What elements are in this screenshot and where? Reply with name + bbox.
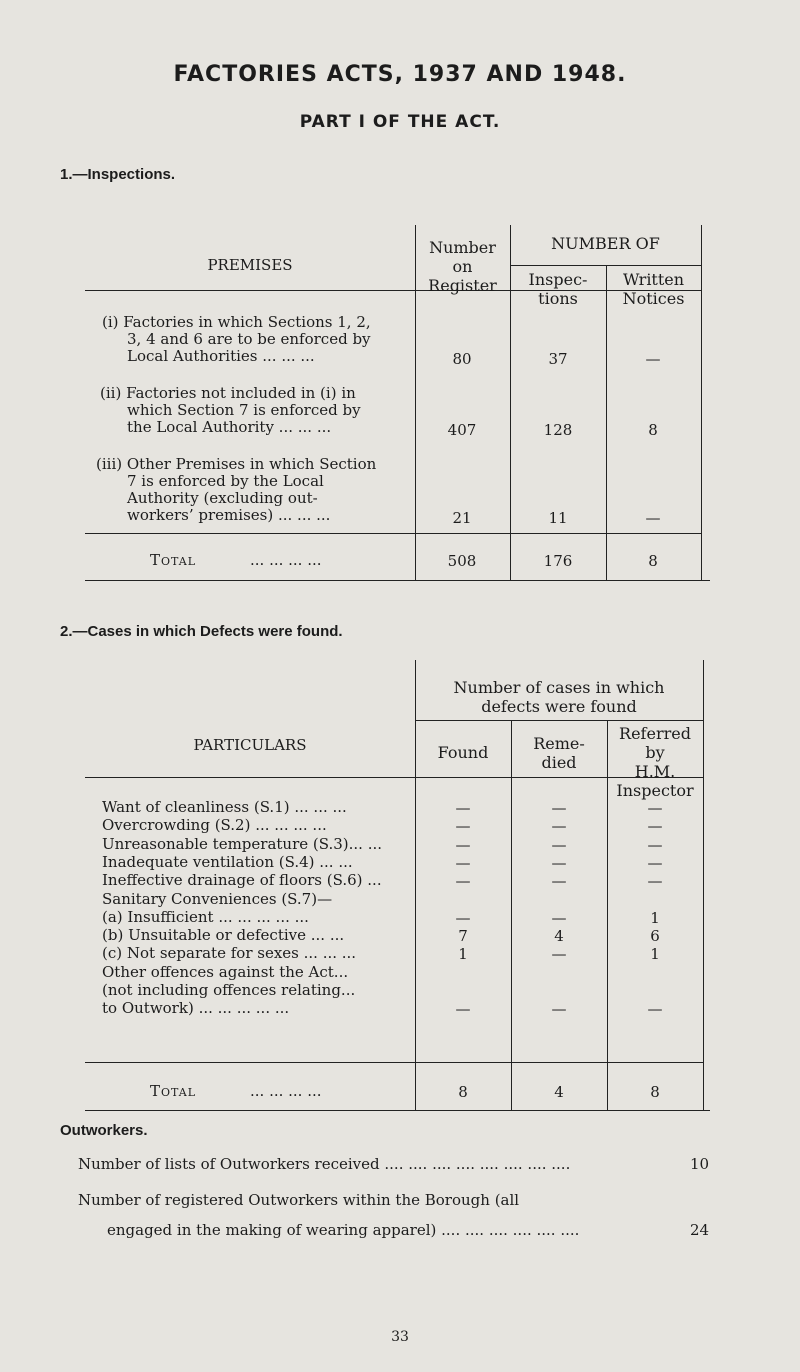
defect-row-remedied: — xyxy=(551,1000,567,1018)
defect-row-label: Overcrowding (S.2) ... ... ... ... xyxy=(102,816,327,834)
defect-row-found: 7 xyxy=(458,927,468,945)
defect-row-label: to Outwork) ... ... ... ... ... xyxy=(102,999,290,1017)
outworker-registered-value: 24 xyxy=(690,1221,710,1239)
row-i-notices: — xyxy=(645,350,661,368)
defect-row-referred: — xyxy=(647,854,663,872)
defect-row-referred: 1 xyxy=(650,909,660,927)
section2-heading: 2.—Cases in which Defects were found. xyxy=(60,623,343,640)
defect-row-found: — xyxy=(455,817,471,835)
total-notices: 8 xyxy=(648,552,658,570)
total2-found: 8 xyxy=(458,1083,468,1101)
defect-row-referred: — xyxy=(647,1000,663,1018)
defect-row-referred: 6 xyxy=(650,927,660,945)
particulars-header: PARTICULARS xyxy=(193,736,307,754)
number-cases-header: Number of cases in which defects were found xyxy=(453,678,665,716)
outworkers-heading: Outworkers. xyxy=(60,1122,148,1139)
defect-row-label: Ineffective drainage of floors (S.6) ... xyxy=(102,871,382,889)
row-i-line3: Local Authorities ... ... ... xyxy=(127,347,315,365)
row-iii-register: 21 xyxy=(452,509,472,527)
defect-row-found: — xyxy=(455,836,471,854)
total-label: Total xyxy=(150,551,197,569)
defect-row-referred: — xyxy=(647,836,663,854)
defect-row-remedied: — xyxy=(551,854,567,872)
defect-row-remedied: — xyxy=(551,817,567,835)
defect-row-remedied: — xyxy=(551,799,567,817)
defect-row-referred: — xyxy=(647,872,663,890)
inspections-header: Inspec- tions xyxy=(528,270,588,308)
register-header: Number on Register xyxy=(428,238,497,295)
row-iii-line3: Authority (excluding out- xyxy=(127,489,318,507)
outworker-lists-label: Number of lists of Outworkers received .... .... .... .... .... .... .... .... xyxy=(78,1155,571,1173)
defect-row-found: — xyxy=(455,872,471,890)
row-ii-line1: (ii) Factories not included in (i) in xyxy=(100,384,356,402)
found-header: Found xyxy=(437,743,489,762)
row-i-inspections: 37 xyxy=(548,350,568,368)
defect-row-label: Sanitary Conveniences (S.7)— xyxy=(102,890,333,908)
defect-row-label: Inadequate ventilation (S.4) ... ... xyxy=(102,853,353,871)
defect-row-remedied: — xyxy=(551,909,567,927)
row-iii-line4: workers’ premises) ... ... ... xyxy=(127,506,331,524)
row-iii-inspections: 11 xyxy=(548,509,568,527)
document-title: FACTORIES ACTS, 1937 AND 1948. xyxy=(173,62,627,87)
total-dots: ... ... ... ... xyxy=(250,551,322,569)
total2-remedied: 4 xyxy=(554,1083,564,1101)
defect-row-found: — xyxy=(455,1000,471,1018)
defect-row-found: — xyxy=(455,799,471,817)
row-ii-inspections: 128 xyxy=(543,421,573,439)
total-register: 508 xyxy=(447,552,477,570)
defect-row-remedied: 4 xyxy=(554,927,564,945)
row-i-line1: (i) Factories in which Sections 1, 2, xyxy=(102,313,371,331)
row-i-register: 80 xyxy=(452,350,472,368)
defect-row-label: Unreasonable temperature (S.3)... ... xyxy=(102,835,383,853)
defect-row-remedied: — xyxy=(551,872,567,890)
premises-header: PREMISES xyxy=(207,256,293,274)
row-iii-notices: — xyxy=(645,509,661,527)
defect-row-label: (c) Not separate for sexes ... ... ... xyxy=(102,944,357,962)
defect-row-label: (b) Unsuitable or defective ... ... xyxy=(102,926,345,944)
defect-row-found: — xyxy=(455,854,471,872)
row-ii-line3: the Local Authority ... ... ... xyxy=(127,418,332,436)
defect-row-referred: — xyxy=(647,799,663,817)
total2-dots: ... ... ... ... xyxy=(250,1082,322,1100)
row-ii-line2: which Section 7 is enforced by xyxy=(127,401,361,419)
row-ii-register: 407 xyxy=(447,421,477,439)
outworker-registered-label-2: engaged in the making of wearing apparel) .... .... .... .... .... .... xyxy=(107,1221,580,1239)
defect-row-label: Want of cleanliness (S.1) ... ... ... xyxy=(102,798,347,816)
defect-row-label: (a) Insufficient ... ... ... ... ... xyxy=(102,908,309,926)
row-iii-line1: (iii) Other Premises in which Section xyxy=(96,455,377,473)
defect-row-found: — xyxy=(455,909,471,927)
defect-row-label: (not including offences relating... xyxy=(102,981,356,999)
defect-row-referred: — xyxy=(647,817,663,835)
total-inspections: 176 xyxy=(543,552,573,570)
defect-row-label: Other offences against the Act... xyxy=(102,963,349,981)
notices-header: Written Notices xyxy=(622,270,685,308)
page-number: 33 xyxy=(391,1329,409,1345)
row-i-line2: 3, 4 and 6 are to be enforced by xyxy=(127,330,371,348)
outworker-registered-label-1: Number of registered Outworkers within the Borough (all xyxy=(78,1191,520,1209)
number-of-header: NUMBER OF xyxy=(551,234,660,253)
section1-heading: 1.—Inspections. xyxy=(60,166,176,183)
referred-header: Referred by H.M. Inspector xyxy=(616,724,694,800)
remedied-header: Reme- died xyxy=(533,734,585,772)
defect-row-remedied: — xyxy=(551,836,567,854)
total2-label: Total xyxy=(150,1082,197,1100)
defect-row-remedied: — xyxy=(551,945,567,963)
defect-row-referred: 1 xyxy=(650,945,660,963)
row-iii-line2: 7 is enforced by the Local xyxy=(127,472,324,490)
document-subtitle: PART I OF THE ACT. xyxy=(299,112,501,132)
row-ii-notices: 8 xyxy=(648,421,658,439)
defect-row-found: 1 xyxy=(458,945,468,963)
total2-referred: 8 xyxy=(650,1083,660,1101)
outworker-lists-value: 10 xyxy=(690,1155,710,1173)
